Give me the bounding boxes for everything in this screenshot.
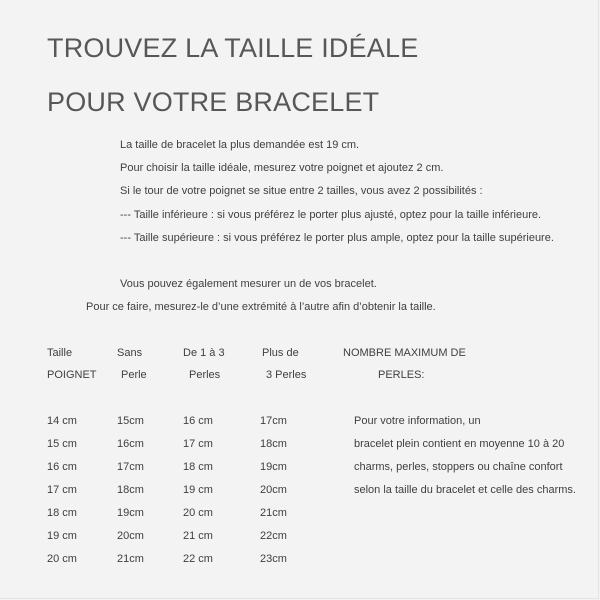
table-cell: 20cm — [117, 530, 144, 542]
table-cell: 17 cm — [47, 484, 77, 496]
info-note-line-1: Pour votre information, un — [354, 415, 481, 427]
table-cell: 19 cm — [47, 530, 77, 542]
measure-instructions-line: Pour ce faire, mesurez-le d’une extrémité à l’autre afin d’obtenir la taille. — [86, 301, 436, 313]
info-note-line-4: selon la taille du bracelet et celle des charms. — [354, 484, 576, 496]
header-max-beads-line-1: NOMBRE MAXIMUM DE — [343, 347, 466, 359]
header-wrist-size-line-2: POIGNET — [47, 369, 97, 381]
table-cell: 19cm — [117, 507, 144, 519]
table-cell: 20 cm — [183, 507, 213, 519]
info-note-line-3: charms, perles, stoppers ou chaîne confort — [354, 461, 563, 473]
header-wrist-size-line-1: Taille — [47, 347, 73, 359]
header-no-bead-line-1: Sans — [117, 347, 143, 359]
table-cell: 19cm — [260, 461, 287, 473]
table-cell: 18 cm — [47, 507, 77, 519]
intro-line-between-sizes: Si le tour de votre poignet se situe entre 2 tailles, vous avez 2 possibilités : — [120, 185, 483, 197]
table-cell: 15cm — [117, 415, 144, 427]
header-1-to-3-beads-line-2: Perles — [189, 369, 221, 381]
info-note-line-2: bracelet plein contient en moyenne 10 à 20 — [354, 438, 565, 450]
intro-line-most-requested: La taille de bracelet la plus demandée est 19 cm. — [120, 139, 360, 151]
table-cell: 16 cm — [183, 415, 213, 427]
table-cell: 15 cm — [47, 438, 77, 450]
header-1-to-3-beads-line-1: De 1 à 3 — [183, 347, 225, 359]
table-cell: 18 cm — [183, 461, 213, 473]
table-cell: 22cm — [260, 530, 287, 542]
page-title-line-1: TROUVEZ LA TAILLE IDÉALE — [47, 33, 419, 63]
table-cell: 18cm — [117, 484, 144, 496]
header-no-bead-line-2: Perle — [121, 369, 147, 381]
intro-line-smaller-size: --- Taille inférieure : si vous préférez le porter plus ajusté, optez pour la taille inférieure. — [120, 209, 542, 221]
header-more-than-3-beads-line-2: 3 Perles — [266, 369, 307, 381]
table-cell: 21cm — [117, 553, 144, 565]
table-cell: 19 cm — [183, 484, 213, 496]
intro-line-how-to-choose: Pour choisir la taille idéale, mesurez votre poignet et ajoutez 2 cm. — [120, 162, 444, 174]
table-cell: 18cm — [260, 438, 287, 450]
table-cell: 22 cm — [183, 553, 213, 565]
table-cell: 21 cm — [183, 530, 213, 542]
measure-bracelet-line: Vous pouvez également mesurer un de vos bracelet. — [120, 278, 377, 290]
header-max-beads-line-2: PERLES: — [378, 369, 425, 381]
table-cell: 14 cm — [47, 415, 77, 427]
table-cell: 16cm — [117, 438, 144, 450]
table-cell: 20 cm — [47, 553, 77, 565]
page-title-line-2: POUR VOTRE BRACELET — [47, 87, 380, 117]
table-cell: 16 cm — [47, 461, 77, 473]
intro-line-larger-size: --- Taille supérieure : si vous préférez le porter plus ample, optez pour la taille supérieure. — [120, 232, 554, 244]
table-cell: 23cm — [260, 553, 287, 565]
table-cell: 20cm — [260, 484, 287, 496]
table-cell: 17 cm — [183, 438, 213, 450]
table-cell: 17cm — [117, 461, 144, 473]
table-cell: 17cm — [260, 415, 287, 427]
table-cell: 21cm — [260, 507, 287, 519]
header-more-than-3-beads-line-1: Plus de — [262, 347, 299, 359]
